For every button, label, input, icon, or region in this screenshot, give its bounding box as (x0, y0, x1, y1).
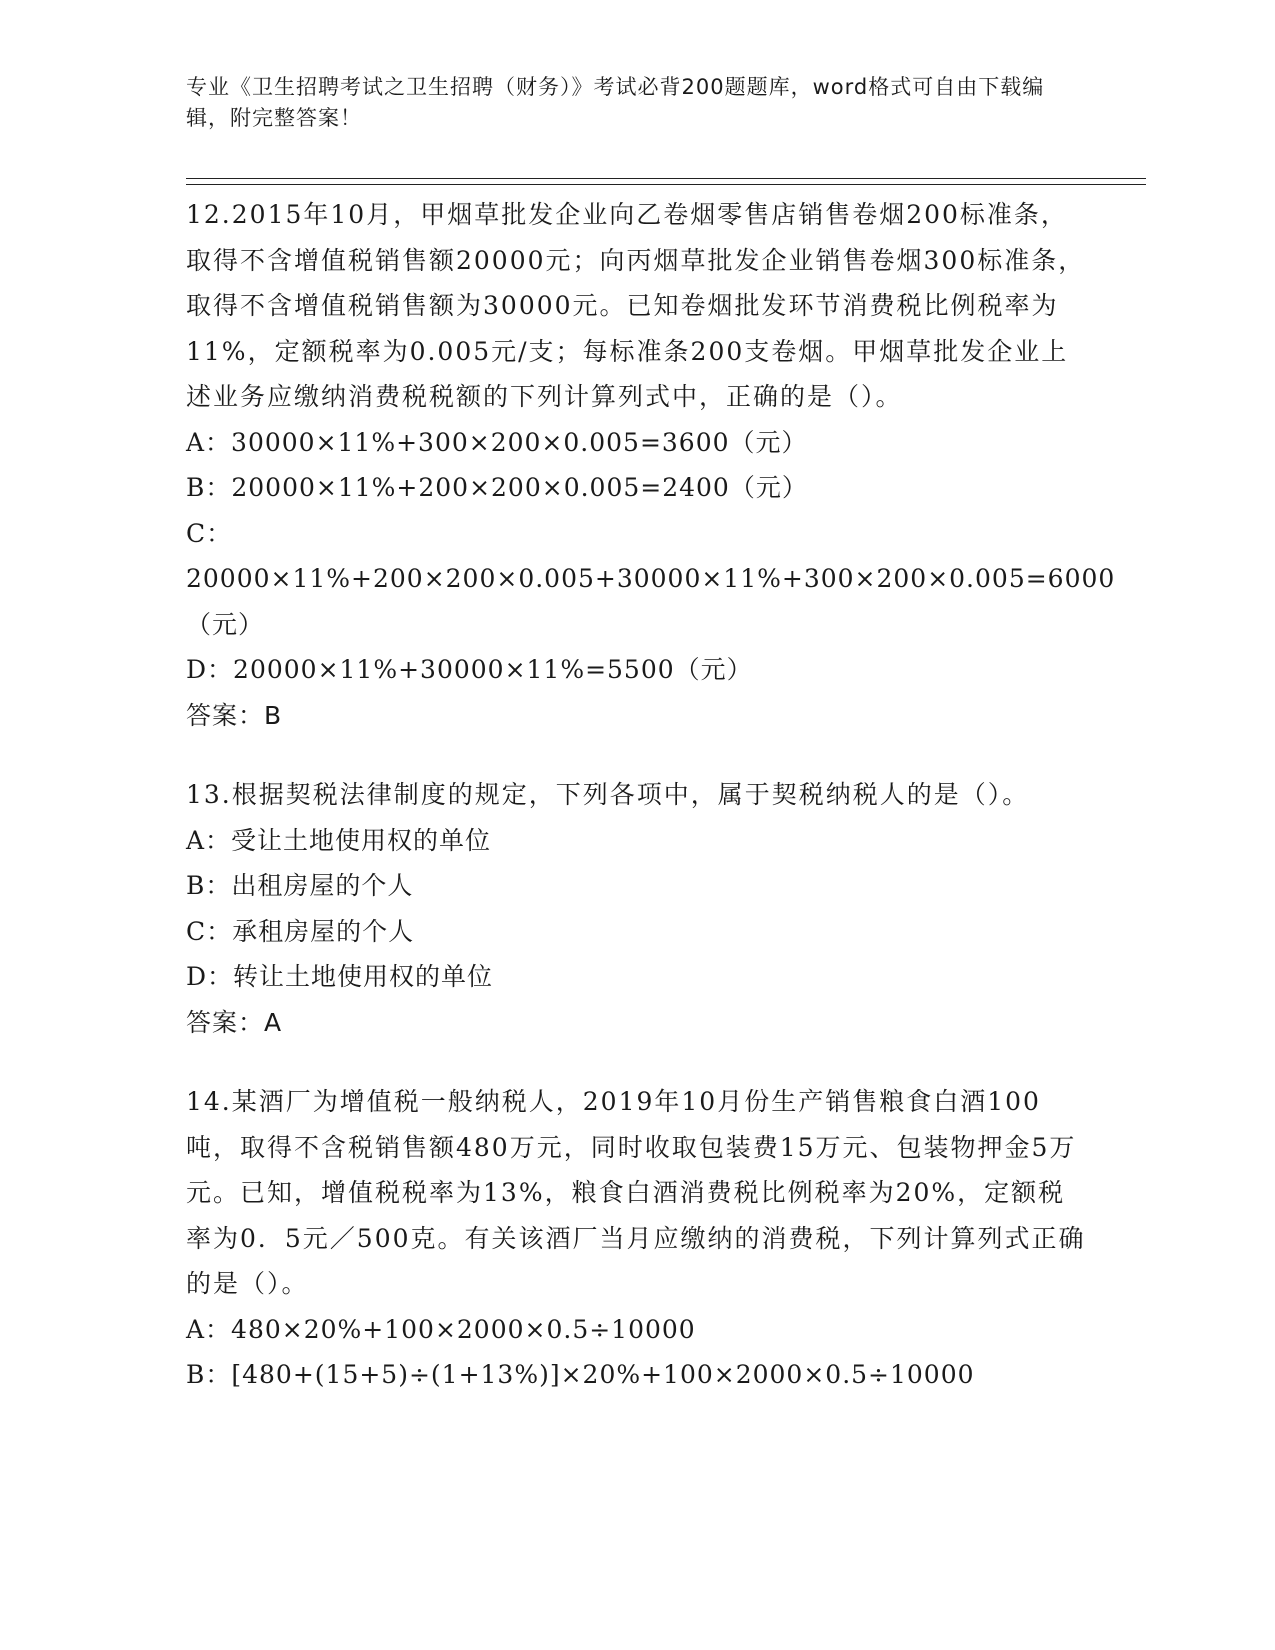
answer-label: 答案： (186, 700, 265, 730)
question-stem: 13.根据契税法律制度的规定，下列各项中，属于契税纳税人的是（）。 (186, 780, 1030, 809)
question-14 (186, 1079, 1086, 1398)
option-c: C：承租房屋的个人 (186, 916, 415, 946)
question-stem: 12.2015年10月，甲烟草批发企业向乙卷烟零售店销售卷烟200标准条，取得不含增值税销售额20000元；向丙烟草批发企业销售卷烟300标准条，取得不含增值税销售额为30000元。已知卷烟批发环节消费税比例税率为11%，定额税率为0.005元/支；每标准条200支卷烟。甲烟草批发企业上述业务应缴纳消费税税额的下列计算列式中，正确的是（）。 (186, 200, 1086, 411)
question-12 (186, 192, 1116, 738)
option-a: A：30000×11%+300×200×0.005=3600（元） (186, 427, 808, 457)
answer-label: 答案： (186, 1007, 265, 1037)
header-divider-top (186, 178, 1146, 179)
option-b: B：20000×11%+200×200×0.005=2400（元） (186, 473, 808, 502)
answer-line (186, 1000, 1086, 1046)
question-stem: 14.某酒厂为增值税一般纳税人，2019年10月份生产销售粮食白酒100吨，取得不含税销售额480万元，同时收取包装费15万元、包装物押金5万元。已知，增值税税率为13%，粮食白酒消费税比例税率为20%，定额税率为0．5元／500克。有关该酒厂当月应缴纳的消费税，下列计算列式正确的是（）。 (186, 1087, 1086, 1298)
option-b: B：[480+(15+5)÷(1+13%)]×20%+100×2000×0.5÷10000 (186, 1360, 975, 1389)
option-d: D：转让土地使用权的单位 (186, 962, 494, 991)
option-a: A：480×20%+100×2000×0.5÷10000 (186, 1314, 696, 1344)
header-divider-bottom (186, 184, 1146, 185)
question-list (186, 192, 1116, 1432)
document-header: 专业《卫生招聘考试之卫生招聘（财务）》考试必背200题题库，word格式可自由下载编辑，附完整答案！ (186, 75, 1045, 130)
answer-value: A (264, 1007, 283, 1037)
option-a: A：受让土地使用权的单位 (186, 825, 492, 855)
answer-value: B (264, 700, 283, 730)
answer-line (186, 693, 1086, 739)
option-b: B：出租房屋的个人 (186, 871, 414, 900)
question-13 (186, 772, 1086, 1045)
option-c: C：20000×11%+200×200×0.005+30000×11%+300×200×0.005=6000（元） (186, 518, 1116, 639)
option-d: D：20000×11%+30000×11%=5500（元） (186, 655, 753, 684)
